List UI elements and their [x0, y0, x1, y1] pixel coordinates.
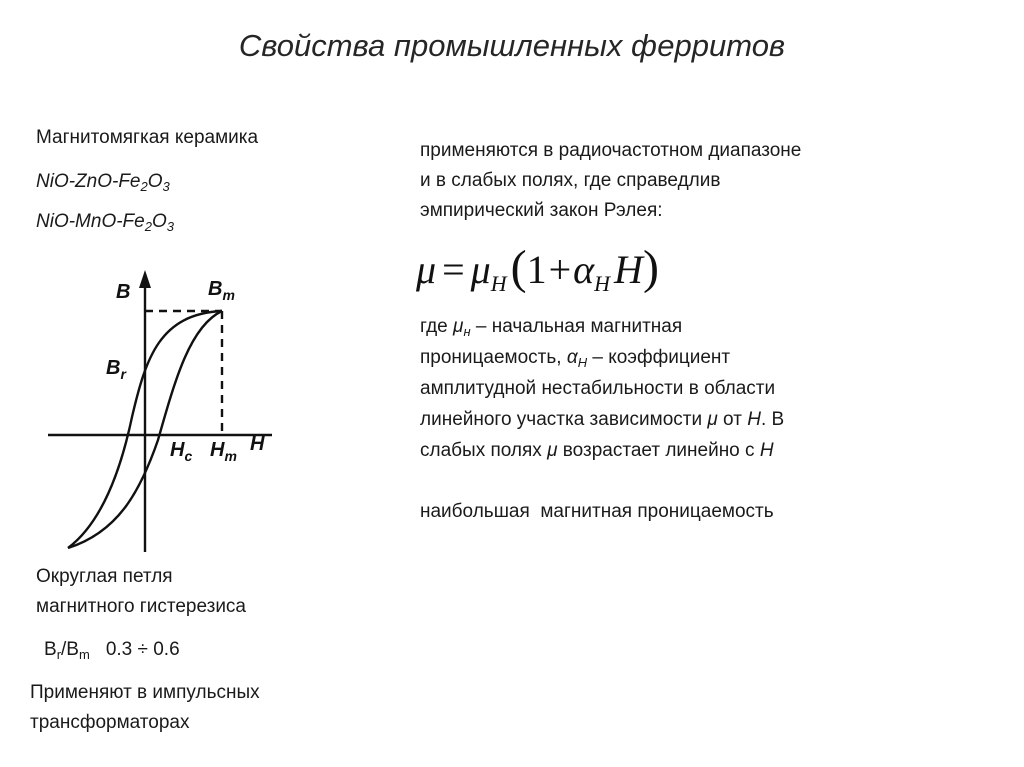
loop-caption-line2: магнитного гистерезиса [36, 596, 246, 617]
label-h: H [250, 433, 265, 455]
usage-line2: трансформаторах [30, 712, 190, 733]
label-hc: H [170, 439, 185, 461]
formula-nio-mno: NiO-$MnO-Fe_2O_3$ [36, 211, 174, 234]
label-b: B [116, 281, 131, 303]
permeability-note: наибольшая магнитная проницаемость [420, 501, 774, 522]
hysteresis-loop-diagram [40, 262, 290, 562]
label-br: B [106, 357, 121, 379]
ratio-value: 0.3 ÷ 0.6 [105, 639, 180, 660]
application-intro: применяются в радиочастотном диапазоне и в слабых полях, где справедлив эмпирический закон Рэлея: [420, 140, 802, 221]
svg-text:Hc: $H_c$ [170, 439, 193, 464]
svg-text:Br: $B_r$ [106, 357, 126, 382]
material-heading: Магнитомягкая керамика [36, 127, 259, 148]
label-bm: B [208, 278, 223, 300]
formula-description: где $\mu_н$ – начальная магнитная проницаемость, $\alpha_Н$ – коэффициент амплитудной нестабильности в области линейного участка зависимости μ от H. В слабых полях μ возрастает линейно с H [420, 316, 785, 461]
formula-nio-zno: NiO-$ZnO-Fe_2O_3$ [36, 171, 170, 194]
label-hm: H [210, 439, 225, 461]
usage-line1: Применяют в импульсных [30, 682, 260, 703]
rayleigh-law-formula: $\mu = \mu_H(1+\alpha_H$ H) [416, 241, 659, 296]
slide-title: Свойства промышленных ферритов [238, 28, 786, 63]
svg-text:Bm: $B_m$ [208, 278, 235, 303]
br-bm-ratio: $B_r/B_m$ 0.3 ÷ 0.6 [44, 639, 180, 662]
svg-text:Hm: $H_m$ [210, 439, 237, 464]
b-axis-arrow [139, 270, 151, 288]
loop-caption-line1: Округлая петля [36, 566, 173, 587]
